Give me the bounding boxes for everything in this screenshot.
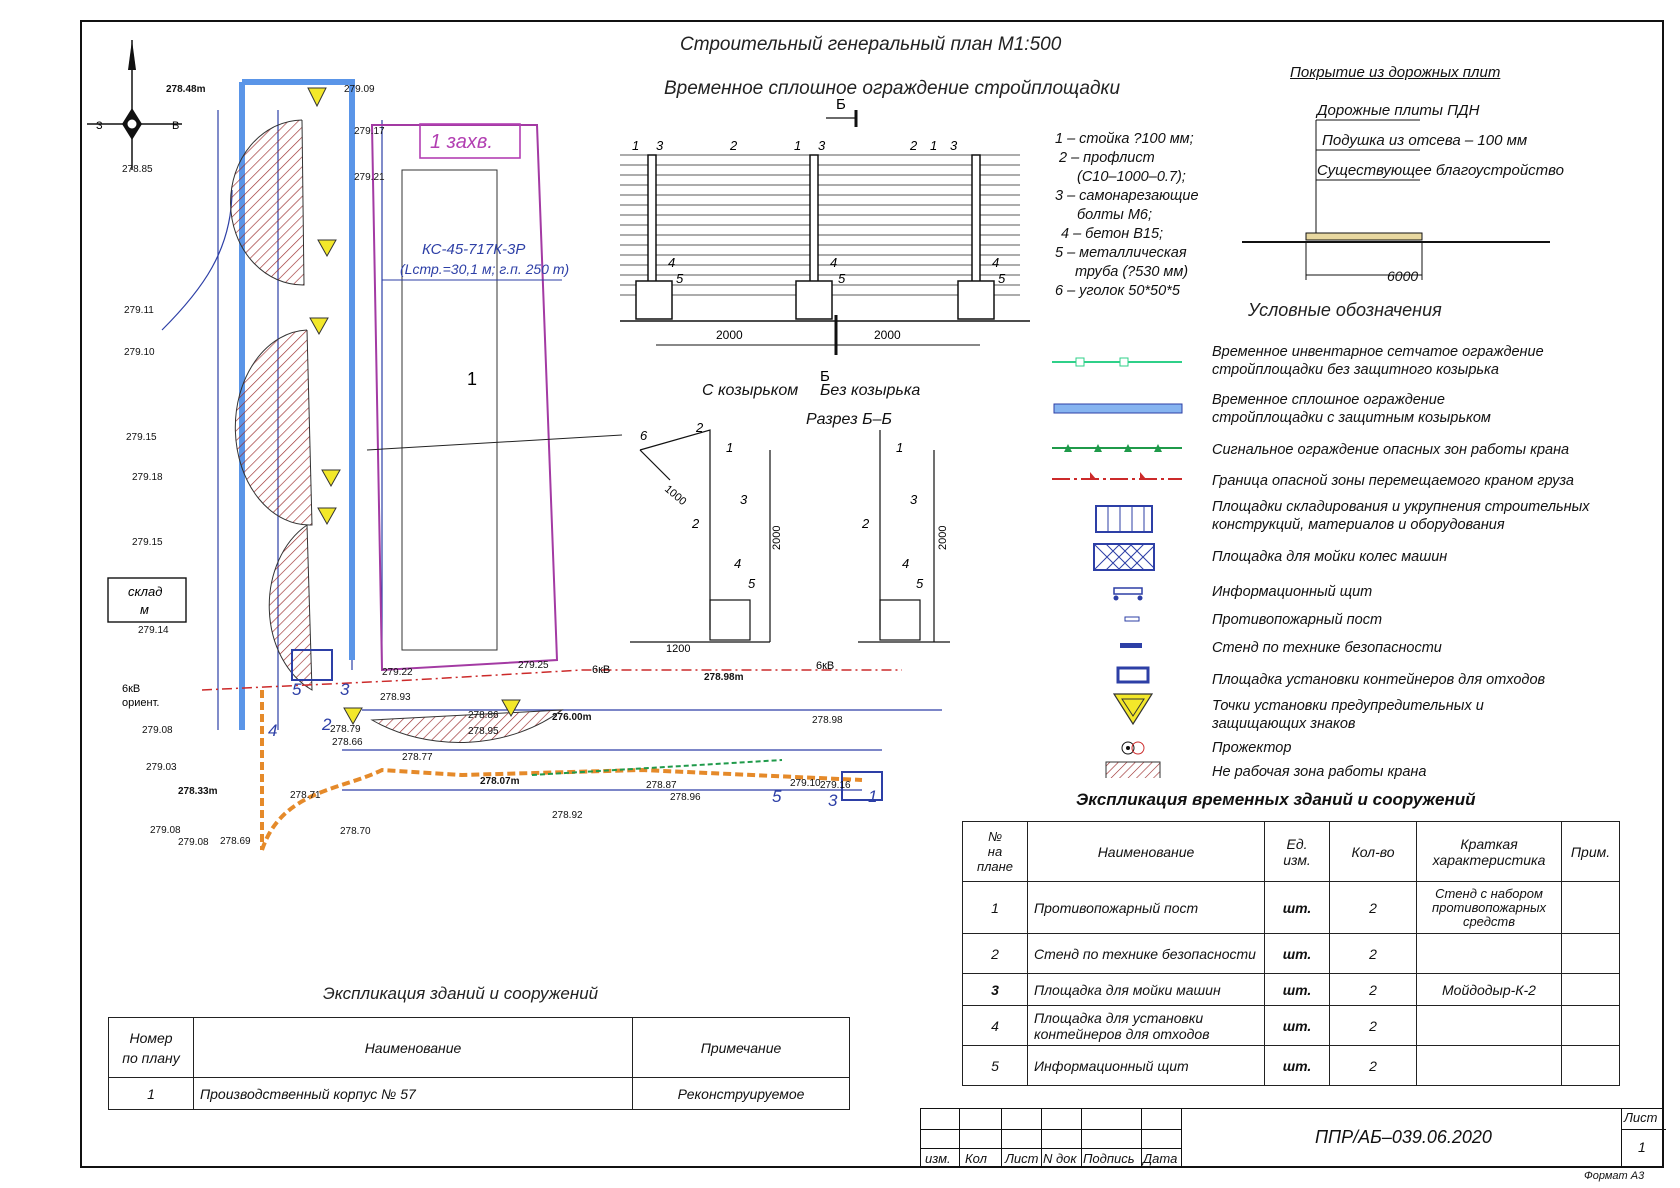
section-part-number: 2 [696, 420, 704, 435]
crane-params: (Lстр.=30,1 м; г.п. 250 т) [400, 261, 570, 277]
elevation-label: 279.08 [142, 725, 173, 736]
section-part-number: 3 [740, 492, 748, 507]
fence-part-number: 2 [730, 138, 738, 153]
fence-part-number: 2 [910, 138, 918, 153]
svg-text:1 захв.: 1 захв. [430, 131, 493, 153]
elevation-label: 278.69 [220, 836, 251, 847]
building-table-header: Номер по плану [109, 1018, 194, 1078]
fence-part-number: 1 [930, 138, 938, 153]
plan-marker: 2 [322, 715, 332, 734]
temp-table-title: Экспликация временных зданий и сооружений [1076, 790, 1476, 809]
sheet-title: Строительный генеральный план М1:500 [680, 34, 1062, 55]
legend-item: Граница опасной зоны перемещаемого краном груза [1212, 473, 1574, 489]
non-working-zone-icon [1106, 762, 1160, 778]
level-mark: 278.98m [704, 672, 744, 683]
warehouse [108, 578, 186, 622]
elevation-label: 279.22 [382, 667, 413, 678]
fence-dim: 2000 [716, 328, 743, 342]
section-title: Разрез Б–Б [806, 411, 892, 428]
voltage-label: 6кВ [592, 664, 611, 676]
legend-item: Площадки складирования и укрупнения строительных конструкций, материалов и оборудования [1212, 499, 1590, 533]
section-part-number: 1 [726, 440, 734, 455]
table-row: 5 Информационный щит шт. 2 [963, 1046, 1620, 1086]
plan-marker: 5 [292, 680, 302, 699]
legend-title: Условные обозначения [1248, 300, 1442, 320]
table-row: 3 Площадка для мойки машин шт. 2 Мойдодыр-К-2 [963, 974, 1620, 1006]
fence-part-number: 3 [950, 138, 958, 153]
plan-marker: 5 [772, 787, 782, 806]
elevation-label: 278.77 [402, 752, 433, 763]
fence-part-number: 1 [632, 138, 640, 153]
fence-variant-left: С козырьком [702, 382, 799, 399]
sheet-label: Лист [1624, 1110, 1658, 1125]
elevation-label: 278.85 [122, 164, 153, 175]
level-mark: 276.00m [552, 712, 592, 723]
elevation-label: 279.08 [178, 837, 209, 848]
elevation-label: 279.15 [132, 537, 163, 548]
fence-part-number: 4 [830, 255, 838, 270]
voltage-label: 6кВ [122, 683, 141, 695]
fence-variant-right: Без козырька [820, 382, 921, 399]
zahvatka-label [420, 124, 520, 158]
elevation-label: 279.25 [518, 660, 549, 671]
legend-item: Временное инвентарное сетчатое ограждение стройплощадки без защитного козырька [1212, 344, 1544, 378]
legend-item: Информационный щит [1212, 584, 1373, 600]
plan-marker: 3 [340, 680, 350, 699]
elevation-label: 279.10 [790, 778, 821, 789]
tb-col: Лист [1005, 1151, 1039, 1166]
elevation-label: 279.21 [354, 172, 385, 183]
voltage-label: ориент. [122, 697, 160, 709]
mesh-fence-icon [1052, 358, 1182, 366]
section-part-number: 4 [734, 556, 742, 571]
document-code: ППР/АБ–039.06.2020 [1315, 1127, 1492, 1147]
warning-sign-icon [1114, 694, 1152, 724]
elevation-label: 279.08 [150, 825, 181, 836]
svg-text:2000: 2000 [771, 525, 783, 550]
elevation-label: 279.03 [146, 762, 177, 773]
floodlight-icon [1122, 742, 1144, 754]
elevation-label: 278.93 [380, 692, 411, 703]
tb-col: изм. [925, 1151, 951, 1166]
temp-table-header: Наименование [1028, 822, 1265, 882]
voltage-label: 6кВ [816, 660, 835, 672]
waste-container-icon [1118, 668, 1148, 682]
elevation-label: 278.71 [290, 790, 321, 801]
info-board-icon [1114, 588, 1143, 601]
fence-part-number: 5 [838, 271, 846, 286]
format-label: Формат А3 [1584, 1170, 1645, 1182]
legend-item: Противопожарный пост [1212, 612, 1383, 628]
fence-part-number: 4 [992, 255, 1000, 270]
elevation-label: 279.10 [124, 347, 155, 358]
sheet-number: 1 [1638, 1139, 1646, 1155]
table-row: 2 Стенд по технике безопасности шт. 2 [963, 934, 1620, 974]
legend-item: Стенд по технике безопасности [1212, 640, 1442, 656]
road-layer-3: Существующее благоустройство [1317, 162, 1565, 179]
elevation-label: 278.66 [332, 737, 363, 748]
fire-post-icon [1125, 617, 1139, 621]
elevation-label: 279.09 [344, 84, 375, 95]
section-part-number: 5 [916, 576, 924, 591]
legend-item: Временное сплошное ограждение стройплощадки с защитным козырьком [1212, 392, 1491, 426]
legend-item: Прожектор [1212, 740, 1292, 756]
level-mark: 278.48m [166, 84, 206, 95]
road-section [1240, 90, 1560, 290]
elevation-label: 279.17 [354, 126, 385, 137]
svg-text:1: 1 [467, 369, 478, 389]
elevation-label: 278.87 [646, 780, 677, 791]
legend-item: Сигнальное ограждение опасных зон работы крана [1212, 442, 1570, 458]
signal-fence-icon [1052, 444, 1182, 452]
road-width: 6000 [1387, 268, 1419, 284]
building-table [108, 1017, 850, 1110]
fence-part-number: 5 [676, 271, 684, 286]
fence-part-number: 1 [794, 138, 802, 153]
legend-item: Точки установки предупредительных и защищающих знаков [1212, 698, 1484, 732]
temp-table [962, 821, 1620, 1086]
elevation-label: 279.14 [138, 625, 169, 636]
svg-text:склад: склад [128, 584, 163, 599]
fence-dim: 2000 [874, 328, 901, 342]
elevation-label: 278.96 [670, 792, 701, 803]
level-mark: 278.07m [480, 776, 520, 787]
elevation-label: 279.11 [124, 305, 154, 316]
legend-item: Не рабочая зона работы крана [1212, 764, 1427, 780]
section-mark: Б [820, 368, 830, 385]
road-layer-1: Дорожные плиты ПДН [1317, 102, 1480, 119]
tb-col: Подпись [1083, 1151, 1135, 1166]
elevation-label: 278.86 [468, 710, 499, 721]
section-part-number: 5 [748, 576, 756, 591]
elevation-label: 278.95 [468, 726, 499, 737]
svg-text:м: м [140, 602, 149, 617]
temp-table-header: Прим. [1562, 822, 1620, 882]
section-drawings [630, 420, 960, 660]
fence-legend: 1 – стойка ?100 мм; 2 – профлист (С10–1000–0.7); 3 – самонарезающие болты М6; 4 – бетон В15; 5 – металлическая труба (?530 мм) 6 – уголок 50*50*5 [1055, 131, 1199, 299]
fence-part-number: 3 [656, 138, 664, 153]
svg-text:1000: 1000 [662, 483, 689, 509]
svg-text:2000: 2000 [937, 525, 949, 550]
temp-table-header: Ед. изм. [1265, 822, 1330, 882]
title-block [920, 1108, 1664, 1168]
tb-col: Кол [965, 1151, 987, 1166]
section-mark: Б [836, 96, 846, 113]
svg-text:1200: 1200 [666, 643, 691, 655]
safety-stand-icon [1120, 643, 1142, 648]
table-row: 4 Площадка для установки контейнеров для отходов шт. 2 [963, 1006, 1620, 1046]
legend-icons [1050, 338, 1200, 778]
building-table-header: Наименование [194, 1018, 633, 1078]
road-layer-2: Подушка из отсева – 100 мм [1322, 132, 1528, 149]
section-part-number: 1 [896, 440, 904, 455]
plan-marker: 3 [828, 791, 838, 810]
level-mark: 278.33m [178, 786, 218, 797]
temp-table-header: Краткая характеристика [1417, 822, 1562, 882]
elevation-label: 278.79 [330, 724, 361, 735]
road-title: Покрытие из дорожных плит [1290, 64, 1501, 81]
temp-table-header: № на плане [963, 822, 1028, 882]
section-part-number: 2 [692, 516, 700, 531]
plan-marker: 1 [868, 787, 878, 806]
plan-marker: 4 [268, 721, 278, 740]
elevation-label: 278.70 [340, 826, 371, 837]
sheet-cell [1621, 1109, 1666, 1167]
elevation-label: 278.98 [812, 715, 843, 726]
crane-label: КС-45-717К-3Р [422, 241, 526, 258]
table-row: 1 Производственный корпус № 57 Реконструируемое [109, 1078, 850, 1110]
fence-part-number: 3 [818, 138, 826, 153]
warning-sign-icons [308, 88, 520, 724]
storage-area-icon [1096, 506, 1152, 532]
elevation-label: 278.92 [552, 810, 583, 821]
fence-title: Временное сплошное ограждение стройплощадки [664, 78, 1121, 99]
legend-item: Площадка установки контейнеров для отходов [1212, 672, 1546, 688]
revision-grid [921, 1109, 1181, 1167]
fence-elevation [620, 95, 1040, 395]
svg-text:З: З [96, 120, 103, 132]
section-part-number: 6 [640, 428, 648, 443]
elevation-label: 279.16 [820, 780, 851, 791]
tb-col: Дата [1143, 1151, 1178, 1166]
temp-table-header: Кол-во [1330, 822, 1417, 882]
svg-text:В: В [172, 120, 180, 132]
compass-icon [87, 40, 182, 170]
fence-part-number: 4 [668, 255, 676, 270]
building-1 [367, 125, 622, 670]
section-part-number: 4 [902, 556, 910, 571]
tb-col: N док [1043, 1151, 1077, 1166]
non-working-zones [231, 120, 562, 742]
table-row: 1 Противопожарный пост шт. 2 Стенд с набором противопожарных средств [963, 882, 1620, 934]
danger-boundary-icon [1052, 472, 1182, 479]
building-table-title: Экспликация зданий и сооружений [323, 984, 599, 1003]
wheel-wash-icon [1094, 544, 1154, 570]
building-table-header: Примечание [633, 1018, 850, 1078]
elevation-label: 279.15 [126, 432, 157, 443]
section-part-number: 3 [910, 492, 918, 507]
section-part-number: 2 [862, 516, 870, 531]
solid-fence-icon [1054, 404, 1182, 413]
elevation-label: 279.18 [132, 472, 163, 483]
fence-part-number: 5 [998, 271, 1006, 286]
legend-item: Площадка для мойки колес машин [1212, 549, 1448, 565]
